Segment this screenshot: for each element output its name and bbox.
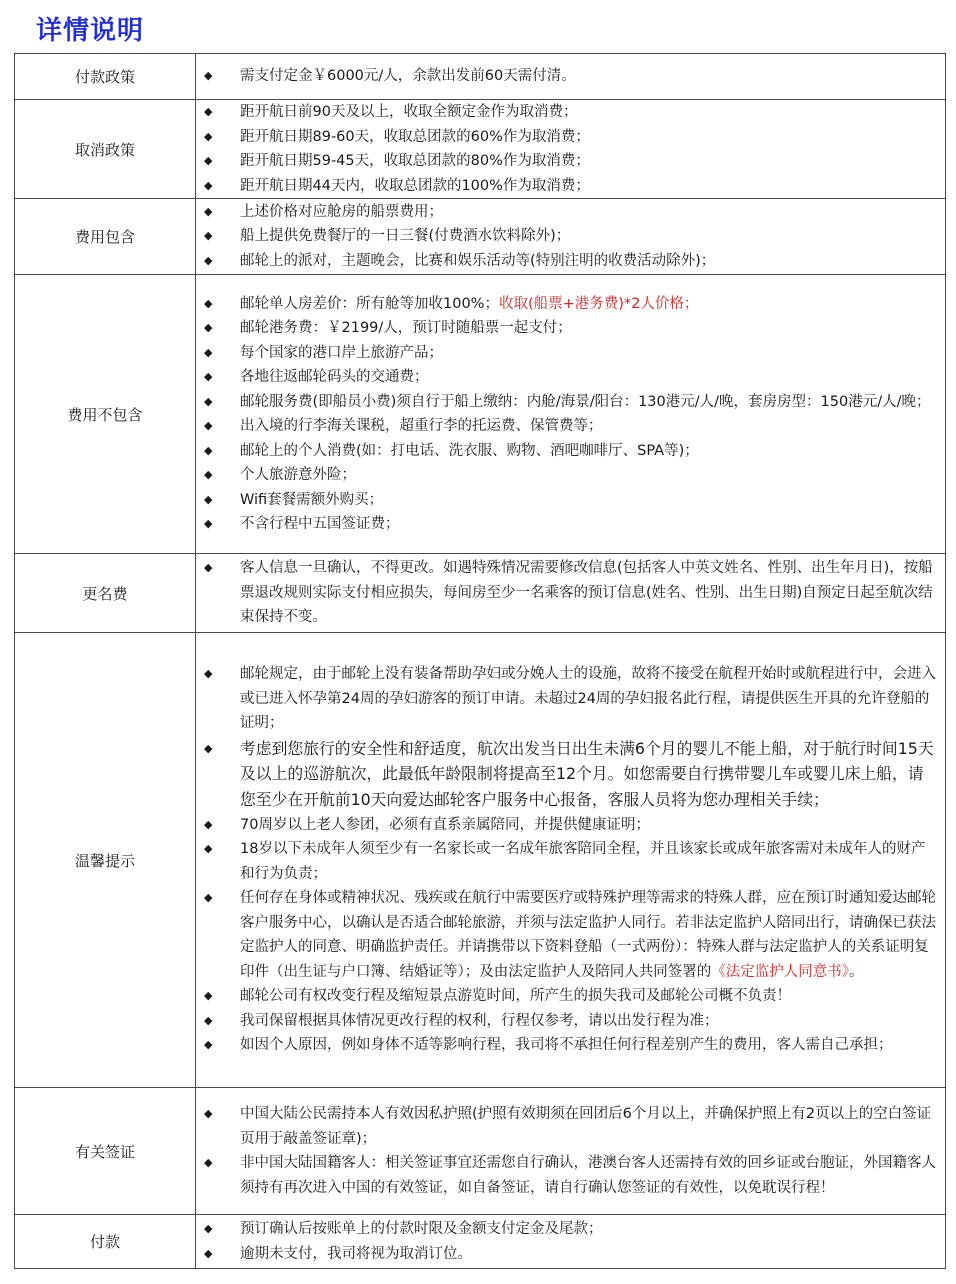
bullet-icon: ◆: [204, 842, 213, 856]
bullet-icon: ◆: [204, 492, 213, 506]
bullet-icon: ◆: [204, 370, 213, 383]
bullet-icon: ◆: [204, 1013, 213, 1027]
bullet-icon: ◆: [204, 394, 213, 408]
section-label: 付款政策: [15, 54, 196, 100]
list-item: ◆ 我司保留根据具体情况更改行程的权利，行程仅参考，请以出发行程为准；: [204, 1009, 939, 1034]
list-item: ◆ 邮轮服务费(即船员小费)须自行于船上缴纳：内舱/海景/阳台：130港元/人/晚，套房房型：150港元/人/晚；: [204, 390, 939, 415]
bullet-icon: ◆: [204, 1107, 213, 1120]
section-label: 有关签证: [15, 1088, 196, 1215]
bullet-icon: ◆: [204, 154, 213, 167]
list-item: ◆ 邮轮上的个人消费(如：打电话、洗衣服、购物、酒吧咖啡厅、SPA等)；: [204, 439, 939, 464]
section-label: 付款: [15, 1215, 196, 1269]
section-fee-excluded: [15, 275, 946, 554]
list-item: ◆ 距开航日期59-45天，收取总团款的80%作为取消费；: [204, 149, 939, 174]
list-item: ◆ 出入境的行李海关课税，超重行李的托运费、保管费等；: [204, 414, 939, 439]
bullet-icon: ◆: [204, 443, 213, 457]
list-item: ◆ 距开航日期89-60天，收取总团款的60%作为取消费；: [204, 125, 939, 150]
bullet-icon: ◆: [204, 105, 213, 118]
list-item: ◆ 如因个人原因，例如身体不适等影响行程，我司将不承担任何行程差别产生的费用，客人需自己承担；: [204, 1033, 939, 1058]
bullet-icon: ◆: [204, 817, 213, 831]
section-content: [196, 54, 946, 100]
bullet-icon: ◆: [204, 1038, 213, 1052]
section-rename-fee: [15, 554, 946, 633]
list-item: ◆ 船上提供免费餐厅的一日三餐(付费酒水饮料除外)；: [204, 224, 939, 249]
bullet-icon: ◆: [204, 419, 213, 432]
section-label: 更名费: [15, 554, 196, 633]
bullet-icon: ◆: [204, 69, 213, 83]
bullet-icon: ◆: [204, 1246, 213, 1260]
section-content: [196, 1088, 946, 1215]
details-table: [14, 53, 946, 1269]
bullet-icon: ◆: [204, 296, 213, 310]
list-item: ◆ 18岁以下未成年人须至少有一名家长或一名成年旅客陪同全程，并且该家长或成年旅客需对未成年人的财产和行为负责；: [204, 837, 939, 886]
price-highlight: 收取(船票+港务费)*2人价格；: [498, 295, 699, 312]
section-payment: [15, 1215, 946, 1269]
list-item: ◆ 邮轮上的派对，主题晚会，比赛和娱乐活动等(特别注明的收费活动除外)；: [204, 249, 939, 274]
list-item: ◆ 不含行程中五国签证费；: [204, 512, 939, 537]
section-tips: [15, 633, 946, 1088]
bullet-icon: ◆: [204, 741, 213, 755]
section-cancellation-policy: [15, 100, 946, 199]
bullet-icon: ◆: [204, 891, 213, 905]
list-item: ◆ 逾期未支付，我司将视为取消订位。: [204, 1242, 939, 1267]
section-content: [196, 100, 946, 199]
list-item: ◆ 邮轮港务费：￥2199/人，预订时随船票一起支付；: [204, 316, 939, 341]
page-title: 详情说明: [36, 16, 145, 46]
section-fee-included: [15, 199, 946, 275]
list-item: ◆ 距开航日前90天及以上，收取全额定金作为取消费；: [204, 100, 939, 125]
bullet-icon: ◆: [204, 667, 213, 681]
bullet-icon: ◆: [204, 1156, 213, 1169]
list-item: ◆ 个人旅游意外险；: [204, 463, 939, 488]
section-label: 费用不包含: [15, 275, 196, 554]
list-item: ◆ 预订确认后按账单上的付款时限及金额支付定金及尾款；: [204, 1217, 939, 1242]
bullet-icon: ◆: [204, 468, 213, 481]
bullet-icon: ◆: [204, 204, 213, 218]
bullet-icon: ◆: [204, 989, 213, 1003]
list-item: ◆ 距开航日期44天内，收取总团款的100%作为取消费；: [204, 174, 939, 199]
list-item: ◆ 非中国大陆国籍客人：相关签证事宜还需您自行确认，港澳台客人还需持有效的回乡证或台胞证，外国籍客人须持有再次进入中国的有效签证，如自备签证，请自行确认您签证的有效性，以免耽误行程！: [204, 1151, 939, 1200]
section-content: [196, 1215, 946, 1269]
bullet-icon: ◆: [204, 561, 213, 575]
list-item: ◆ 任何存在身体或精神状况、残疾或在航行中需要医疗或特殊护理等需求的特殊人群，应在预订时通知爱达邮轮客户服务中心，以确认是否适合邮轮旅游，并须与法定监护人同行。若非法定监护人陪同出行，请确保已获法定监护人的同意、明确监护责任。并请携带以下资料登船（一式两份）：特殊人群与法定监护人的关系证明复印件（出生证与户口簿、结婚证等）；及由法定监护人及陪同人共同签署的《法定监护人同意书》。: [204, 886, 939, 984]
bullet-icon: ◆: [204, 345, 213, 359]
section-content: [196, 199, 946, 275]
list-item: ◆ 考虑到您旅行的安全性和舒适度，航次出发当日出生未满6个月的婴儿不能上船，对于航行时间15天及以上的巡游航次，此最低年龄限制将提高至12个月。如您需要自行携带婴儿车或婴儿床上船，请您至少在开航前10天向爱达邮轮客户服务中心报备，客服人员将为您办理相关手续；: [204, 736, 939, 813]
list-item: ◆ 需支付定金￥6000元/人，余款出发前60天需付清。: [204, 64, 939, 89]
list-item: ◆ 中国大陆公民需持本人有效因私护照(护照有效期须在回团后6个月以上，并确保护照上有2页以上的空白签证页用于敲盖签证章)；: [204, 1102, 939, 1151]
list-item: ◆ 邮轮单人房差价：所有舱等加收100%；收取(船票+港务费)*2人价格；: [204, 292, 939, 317]
list-item: ◆ 70周岁以上老人参团，必须有直系亲属陪同，并提供健康证明；: [204, 813, 939, 838]
list-item: ◆ 邮轮规定，由于邮轮上没有装备帮助孕妇或分娩人士的设施，故将不接受在航程开始时或航程进行中，会进入或已进入怀孕第24周的孕妇游客的预订申请。未超过24周的孕妇报名此行程，请提供医生开具的允许登船的证明；: [204, 662, 939, 736]
bullet-icon: ◆: [204, 1222, 213, 1235]
bullet-icon: ◆: [204, 253, 213, 267]
list-item: ◆ Wifi套餐需额外购买；: [204, 488, 939, 513]
section-label: 温馨提示: [15, 633, 196, 1088]
list-item: ◆ 上述价格对应舱房的船票费用；: [204, 200, 939, 225]
list-item: ◆ 每个国家的港口岸上旅游产品；: [204, 341, 939, 366]
list-item: ◆ 邮轮公司有权改变行程及缩短景点游览时间，所产生的损失我司及邮轮公司概不负责！: [204, 984, 939, 1009]
section-label: 取消政策: [15, 100, 196, 199]
bullet-icon: ◆: [204, 321, 213, 334]
bullet-icon: ◆: [204, 178, 213, 192]
bullet-icon: ◆: [204, 129, 213, 143]
section-label: 费用包含: [15, 199, 196, 275]
section-content: [196, 275, 946, 554]
section-payment-policy: [15, 54, 946, 100]
bullet-icon: ◆: [204, 229, 213, 243]
bullet-icon: ◆: [204, 517, 213, 530]
section-content: [196, 633, 946, 1088]
section-content: [196, 554, 946, 633]
list-item: ◆ 客人信息一旦确认，不得更改。如遇特殊情况需要修改信息(包括客人中英文姓名、性别、出生年月日)，按船票退改规则实际支付相应损失，每间房至少一名乘客的预订信息(姓名、性别、出生日期)自预定日起至航次结束保持不变。: [204, 556, 939, 630]
guardian-consent-form: 《法定监护人同意书》: [711, 963, 849, 980]
section-visa: [15, 1088, 946, 1215]
list-item: ◆ 各地往返邮轮码头的交通费；: [204, 365, 939, 390]
